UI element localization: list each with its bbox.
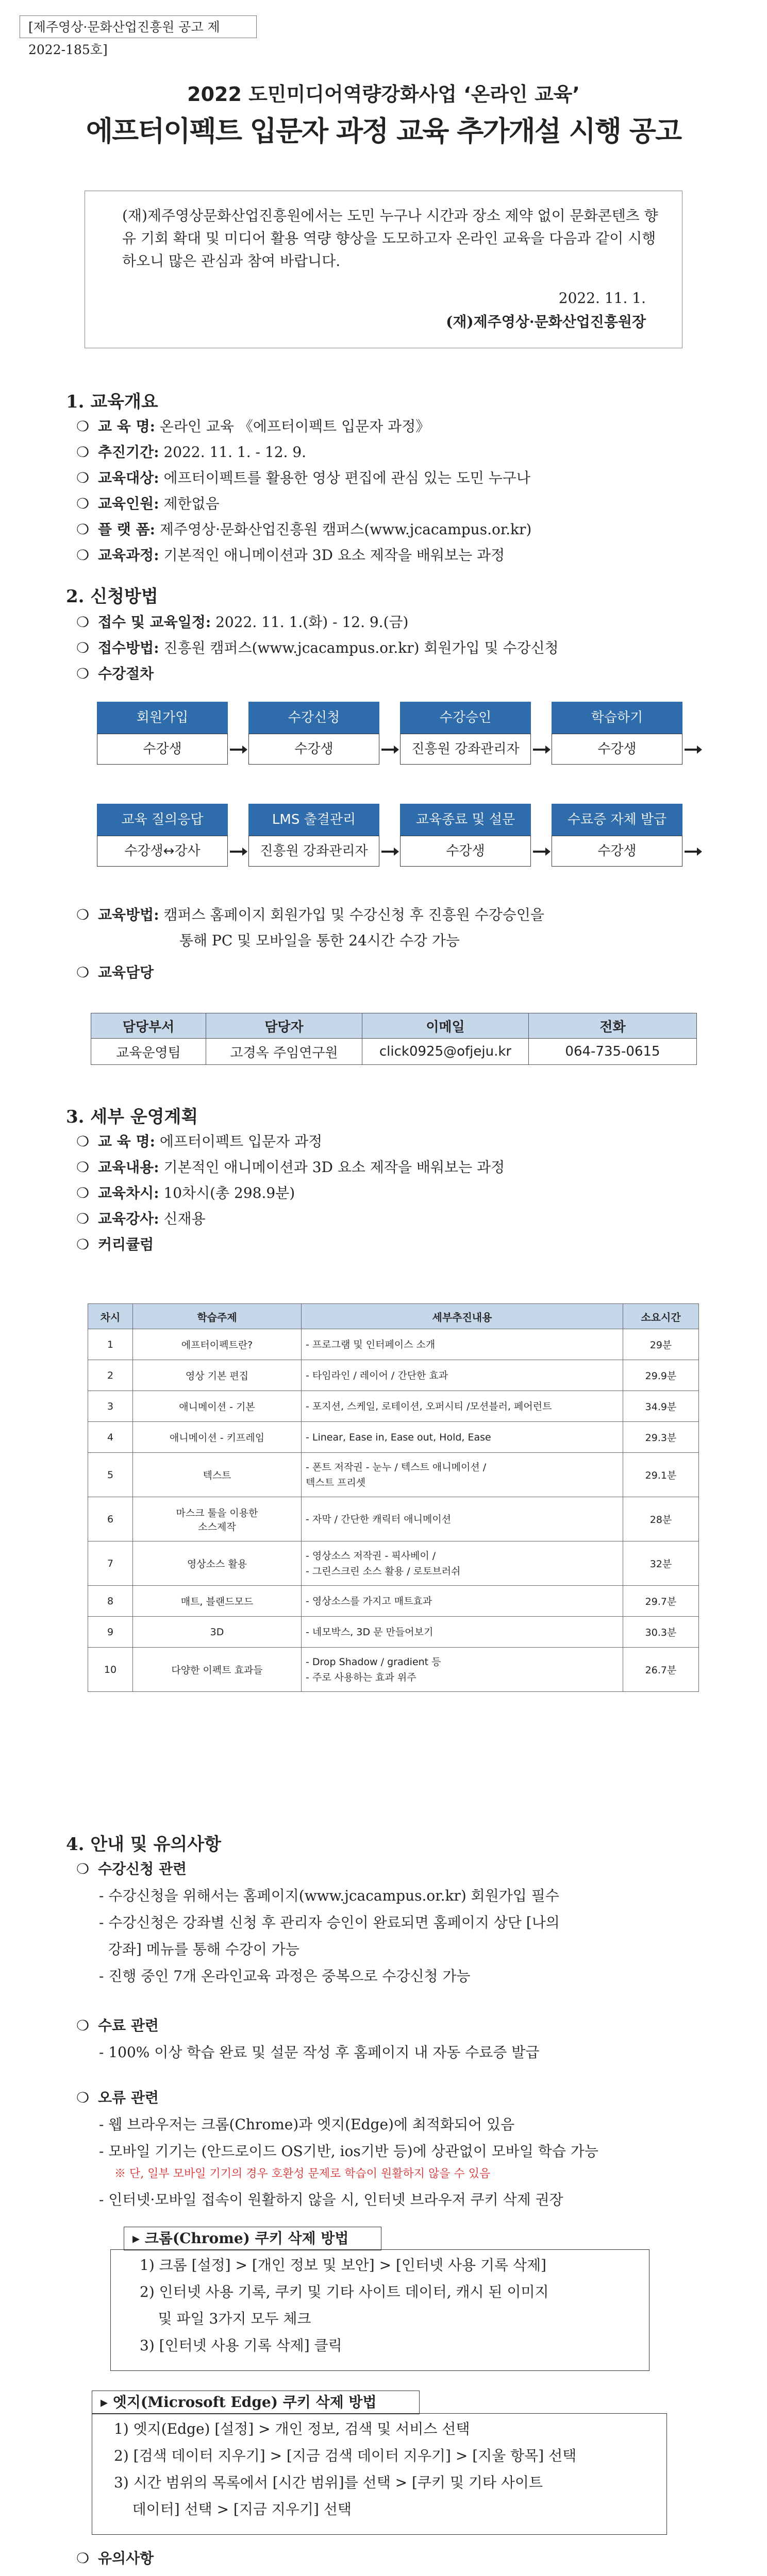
table-cell: 1	[88, 1329, 133, 1360]
arrow-right-icon	[381, 749, 395, 751]
list-item: ❍ 교 육 명: 온라인 교육 《에프터이펙트 입문자 과정》	[76, 418, 430, 435]
arrow-right-icon	[685, 851, 698, 853]
table-cell: 4	[88, 1422, 133, 1453]
table-cell: 34.9분	[623, 1391, 699, 1422]
table-header: 학습주제	[133, 1304, 302, 1329]
note-line: - 모바일 기기는 (안드로이드 OS기반, ios기반 등)에 상관없이 모바일 학습 가능	[99, 2143, 598, 2160]
table-header: 소요시간	[623, 1304, 699, 1329]
notice-body: (재)제주영상문화산업진흥원에서는 도민 누구나 시간과 장소 제약 없이 문화콘텐츠 향유 기회 확대 및 미디어 활용 역량 향상을 도모하고자 온라인 교육을 다음과 같이 시행하오니 많은 관심과 참여 바랍니다.	[122, 207, 658, 269]
error-lines	[76, 2114, 598, 2210]
table-cell: 애니메이션 - 기본	[133, 1391, 302, 1422]
section3-heading: 3. 세부 운영계획	[66, 1107, 198, 1127]
flow-step-approve	[400, 702, 531, 766]
table-row	[91, 1039, 697, 1065]
flow-step-actor: 진흥원 강좌관리자	[400, 734, 531, 765]
list-item: ❍ 교육담당	[76, 964, 154, 981]
table-cell: - 자막 / 간단한 캐릭터 애니메이션	[302, 1497, 623, 1541]
notice-box	[85, 191, 682, 348]
guide-step: 2) [검색 데이터 지우기] > [지금 검색 데이터 지우기] > [지울 항목] 선택	[114, 2447, 577, 2464]
table-cell: 마스크 툴을 이용한 소스제작	[133, 1497, 302, 1541]
table-cell: 5	[88, 1453, 133, 1497]
flow-step-actor: 수강생	[248, 734, 379, 765]
flow-step-signup	[97, 702, 228, 766]
flow-step-qna	[97, 804, 228, 868]
table-cell: 29.9분	[623, 1360, 699, 1391]
error-notes	[76, 2088, 598, 2210]
table-cell: - 영상소스 저작권 - 픽사베이 / - 그린스크린 소스 활용 / 로토브러쉬	[302, 1541, 623, 1586]
table-row	[88, 1391, 699, 1422]
table-row	[88, 1453, 699, 1497]
flow-step-title: 교육종료 및 설문	[400, 804, 531, 836]
guide-step: 2) 인터넷 사용 기록, 쿠키 및 기타 사이트 데이터, 캐시 된 이미지	[140, 2283, 549, 2300]
table-row	[88, 1586, 699, 1617]
section3-list	[76, 1131, 505, 1255]
list-item: ❍ 교육강사: 신재용	[76, 1210, 206, 1227]
arrow-right-icon	[230, 851, 243, 853]
table-header: 담당부서	[91, 1013, 206, 1039]
table-cell: 다양한 이펙트 효과들	[133, 1648, 302, 1692]
list-item: ❍ 교육내용: 기본적인 애니메이션과 3D 요소 제작을 배워보는 과정	[76, 1159, 505, 1176]
certificate-notes	[76, 2015, 539, 2063]
list-item: ❍ 수강절차	[76, 665, 154, 682]
table-cell: 26.7분	[623, 1648, 699, 1692]
flow-step-actor: 수강생	[97, 734, 228, 765]
notice-organization: (재)제주영상·문화산업진흥원장	[446, 313, 646, 330]
flow-step-certificate	[552, 804, 682, 868]
flow-step-actor: 수강생	[552, 734, 682, 765]
table-header: 세부추진내용	[302, 1304, 623, 1329]
arrow-right-icon	[533, 749, 546, 751]
flow-step-actor: 수강생↔강사	[97, 836, 228, 867]
table-cell: 에프터이펙트란?	[133, 1329, 302, 1360]
contact-table	[91, 1013, 697, 1065]
table-cell: 29.1분	[623, 1453, 699, 1497]
flow-step-title: 수료증 자체 발급	[552, 804, 682, 836]
flow-step-actor: 수강생	[400, 836, 531, 867]
flow-step-title: 학습하기	[552, 702, 682, 734]
list-item: ❍ 추진기간: 2022. 11. 1. - 12. 9.	[76, 444, 307, 461]
method-block	[76, 905, 544, 983]
table-cell: 2	[88, 1360, 133, 1391]
list-item-continued: 통해 PC 및 모바일을 통한 24시간 수강 가능	[179, 932, 460, 949]
table-row	[88, 1329, 699, 1360]
table-header: 차시	[88, 1304, 133, 1329]
curriculum-table	[88, 1303, 699, 1692]
table-cell: click0925@ofjeju.kr	[362, 1039, 529, 1065]
table-cell: - Drop Shadow / gradient 등 - 주로 사용하는 효과 위주	[302, 1648, 623, 1692]
list-item: ❍ 오류 관련	[76, 2089, 159, 2106]
edge-guide-box	[92, 2413, 667, 2535]
flow-step-title: 수강신청	[248, 702, 379, 734]
table-cell: 7	[88, 1541, 133, 1586]
list-item: ❍ 교 육 명: 에프터이펙트 입문자 과정	[76, 1133, 323, 1150]
warning-note: ※ 단, 일부 모바일 기기의 경우 호환성 문제로 학습이 원활하지 않을 수 있음	[114, 2167, 491, 2180]
flow-step-title: LMS 출결관리	[248, 804, 379, 836]
arrow-right-icon	[230, 749, 243, 751]
table-cell: 8	[88, 1586, 133, 1617]
list-item: ❍ 수료 관련	[76, 2017, 159, 2034]
section1-heading: 1. 교육개요	[66, 392, 158, 412]
table-cell: 매트, 블랜드모드	[133, 1586, 302, 1617]
guide-step: 3) [인터넷 사용 기록 삭제] 클릭	[140, 2337, 342, 2354]
table-header: 담당자	[206, 1013, 362, 1039]
arrow-right-icon	[381, 851, 395, 853]
section1-list	[76, 416, 531, 566]
section2-heading: 2. 신청방법	[66, 586, 158, 607]
table-cell: 32분	[623, 1541, 699, 1586]
table-cell: 30.3분	[623, 1617, 699, 1648]
section2-list	[76, 612, 559, 684]
notice-reference-number: [제주영상·문화산업진흥원 공고 제2022-185호]	[20, 15, 257, 38]
table-cell: 6	[88, 1497, 133, 1541]
flow-step-title: 교육 질의응답	[97, 804, 228, 836]
list-item: ❍ 접수방법: 진흥원 캠퍼스(www.jcacampus.or.kr) 회원가입 및 수강신청	[76, 639, 559, 656]
table-cell: - 폰트 저작권 - 눈누 / 텍스트 애니메이션 / 텍스트 프리셋	[302, 1453, 623, 1497]
table-row	[88, 1497, 699, 1541]
list-item: ❍ 접수 및 교육일정: 2022. 11. 1.(화) - 12. 9.(금)	[76, 614, 409, 631]
table-cell: 고경옥 주임연구원	[206, 1039, 362, 1065]
flow-step-title: 수강승인	[400, 702, 531, 734]
table-header: 이메일	[362, 1013, 529, 1039]
note-line: - 100% 이상 학습 완료 및 설문 작성 후 홈페이지 내 자동 수료증 발급	[99, 2044, 540, 2061]
notice-date: 2022. 11. 1.	[558, 290, 646, 307]
guide-step: 1) 크롬 [설정] > [개인 정보 및 보안] > [인터넷 사용 기록 삭제]	[140, 2257, 546, 2274]
note-line: - 수강신청을 위해서는 홈페이지(www.jcacampus.or.kr) 회원가입 필수	[99, 1887, 559, 1904]
note-line: - 웹 브라우저는 크롬(Chrome)과 엣지(Edge)에 최적화되어 있음	[99, 2116, 515, 2133]
list-item: ❍ 수강신청 관련	[76, 1860, 187, 1877]
flow-step-survey	[400, 804, 531, 868]
table-cell: 애니메이션 - 키프레임	[133, 1422, 302, 1453]
guide-step: 데이터] 선택 > [지금 지우기] 선택	[114, 2501, 352, 2518]
table-cell: 3D	[133, 1617, 302, 1648]
list-item: ❍ 교육차시: 10차시(총 298.9분)	[76, 1184, 295, 1201]
table-cell: 교육운영팀	[91, 1039, 206, 1065]
list-item: ❍ 플 랫 폼: 제주영상·문화산업진흥원 캠퍼스(www.jcacampus.or.kr)	[76, 521, 532, 538]
table-cell: - 프로그램 및 인터페이스 소개	[302, 1329, 623, 1360]
page-title: 에프터이펙트 입문자 과정 교육 추가개설 시행 공고	[86, 115, 681, 147]
table-row	[88, 1422, 699, 1453]
guide-step: 3) 시간 범위의 목록에서 [시간 범위]를 선택 > [쿠키 및 기타 사이트	[114, 2474, 543, 2491]
table-row	[88, 1541, 699, 1586]
table-cell: - 네모박스, 3D 문 만들어보기	[302, 1617, 623, 1648]
note-line: - 인터넷·모바일 접속이 원활하지 않을 시, 인터넷 브라우저 쿠키 삭제 권장	[99, 2191, 563, 2208]
table-cell: 28분	[623, 1497, 699, 1541]
guide-step: 및 파일 3가지 모두 체크	[140, 2310, 311, 2327]
arrow-right-icon	[533, 851, 546, 853]
apply-notes	[76, 1859, 560, 1987]
table-cell: 29.7분	[623, 1586, 699, 1617]
flow-step-title: 회원가입	[97, 702, 228, 734]
table-cell: 영상 기본 편집	[133, 1360, 302, 1391]
table-header-row	[88, 1304, 699, 1329]
apply-lines	[76, 1886, 560, 1987]
list-item: ❍ 교육인원: 제한없음	[76, 495, 220, 512]
table-cell: 29분	[623, 1329, 699, 1360]
table-cell: - 영상소스를 가지고 매트효과	[302, 1586, 623, 1617]
table-cell: - Linear, Ease in, Ease out, Hold, Ease	[302, 1422, 623, 1453]
list-item: ❍ 유의사항	[76, 2550, 154, 2567]
flow-step-attendance	[248, 804, 379, 868]
list-item: ❍ 교육대상: 에프터이펙트를 활용한 영상 편집에 관심 있는 도민 누구나	[76, 469, 530, 486]
table-header: 전화	[529, 1013, 697, 1039]
table-cell: - 타임라인 / 레이어 / 간단한 효과	[302, 1360, 623, 1391]
table-cell: 29.3분	[623, 1422, 699, 1453]
flow-step-actor: 수강생	[552, 836, 682, 867]
list-item: ❍ 교육과정: 기본적인 애니메이션과 3D 요소 제작을 배워보는 과정	[76, 547, 505, 564]
section4-heading: 4. 안내 및 유의사항	[66, 1834, 221, 1855]
edge-guide-title: ▸ 엣지(Microsoft Edge) 쿠키 삭제 방법	[92, 2391, 420, 2414]
table-cell: 10	[88, 1648, 133, 1692]
chrome-guide-title: ▸ 크롬(Chrome) 쿠키 삭제 방법	[124, 2227, 381, 2250]
table-row	[88, 1360, 699, 1391]
guide-step: 1) 엣지(Edge) [설정] > 개인 정보, 검색 및 서비스 선택	[114, 2420, 470, 2437]
list-item: ❍ 교육방법: 캠퍼스 홈페이지 회원가입 및 수강신청 후 진흥원 수강승인을	[76, 906, 544, 923]
table-row	[88, 1617, 699, 1648]
table-header-row	[91, 1013, 697, 1039]
table-cell: 텍스트	[133, 1453, 302, 1497]
caution-notes	[76, 2548, 554, 2576]
flow-step-learn	[552, 702, 682, 766]
page-subtitle: 2022 도민미디어역량강화사업 ‘온라인 교육’	[187, 83, 580, 106]
note-line: - 수강신청은 강좌별 신청 후 관리자 승인이 완료되면 홈페이지 상단 [나의	[99, 1914, 560, 1931]
table-cell: 3	[88, 1391, 133, 1422]
note-line: - 진행 중인 7개 온라인교육 과정은 중복으로 수강신청 가능	[99, 1968, 471, 1985]
table-cell: 영상소스 활용	[133, 1541, 302, 1586]
table-cell: 064-735-0615	[529, 1039, 697, 1065]
list-item: ❍ 커리큘럼	[76, 1236, 154, 1253]
arrow-right-icon	[685, 749, 698, 751]
table-cell: - 포지션, 스케일, 로테이션, 오퍼시티 /모션블러, 페어런트	[302, 1391, 623, 1422]
flow-step-apply	[248, 702, 379, 766]
chrome-guide-box	[110, 2249, 649, 2371]
flow-step-actor: 진흥원 강좌관리자	[248, 836, 379, 867]
table-row	[88, 1648, 699, 1692]
note-line: 강좌] 메뉴를 통해 수강이 가능	[99, 1941, 299, 1958]
table-cell: 9	[88, 1617, 133, 1648]
